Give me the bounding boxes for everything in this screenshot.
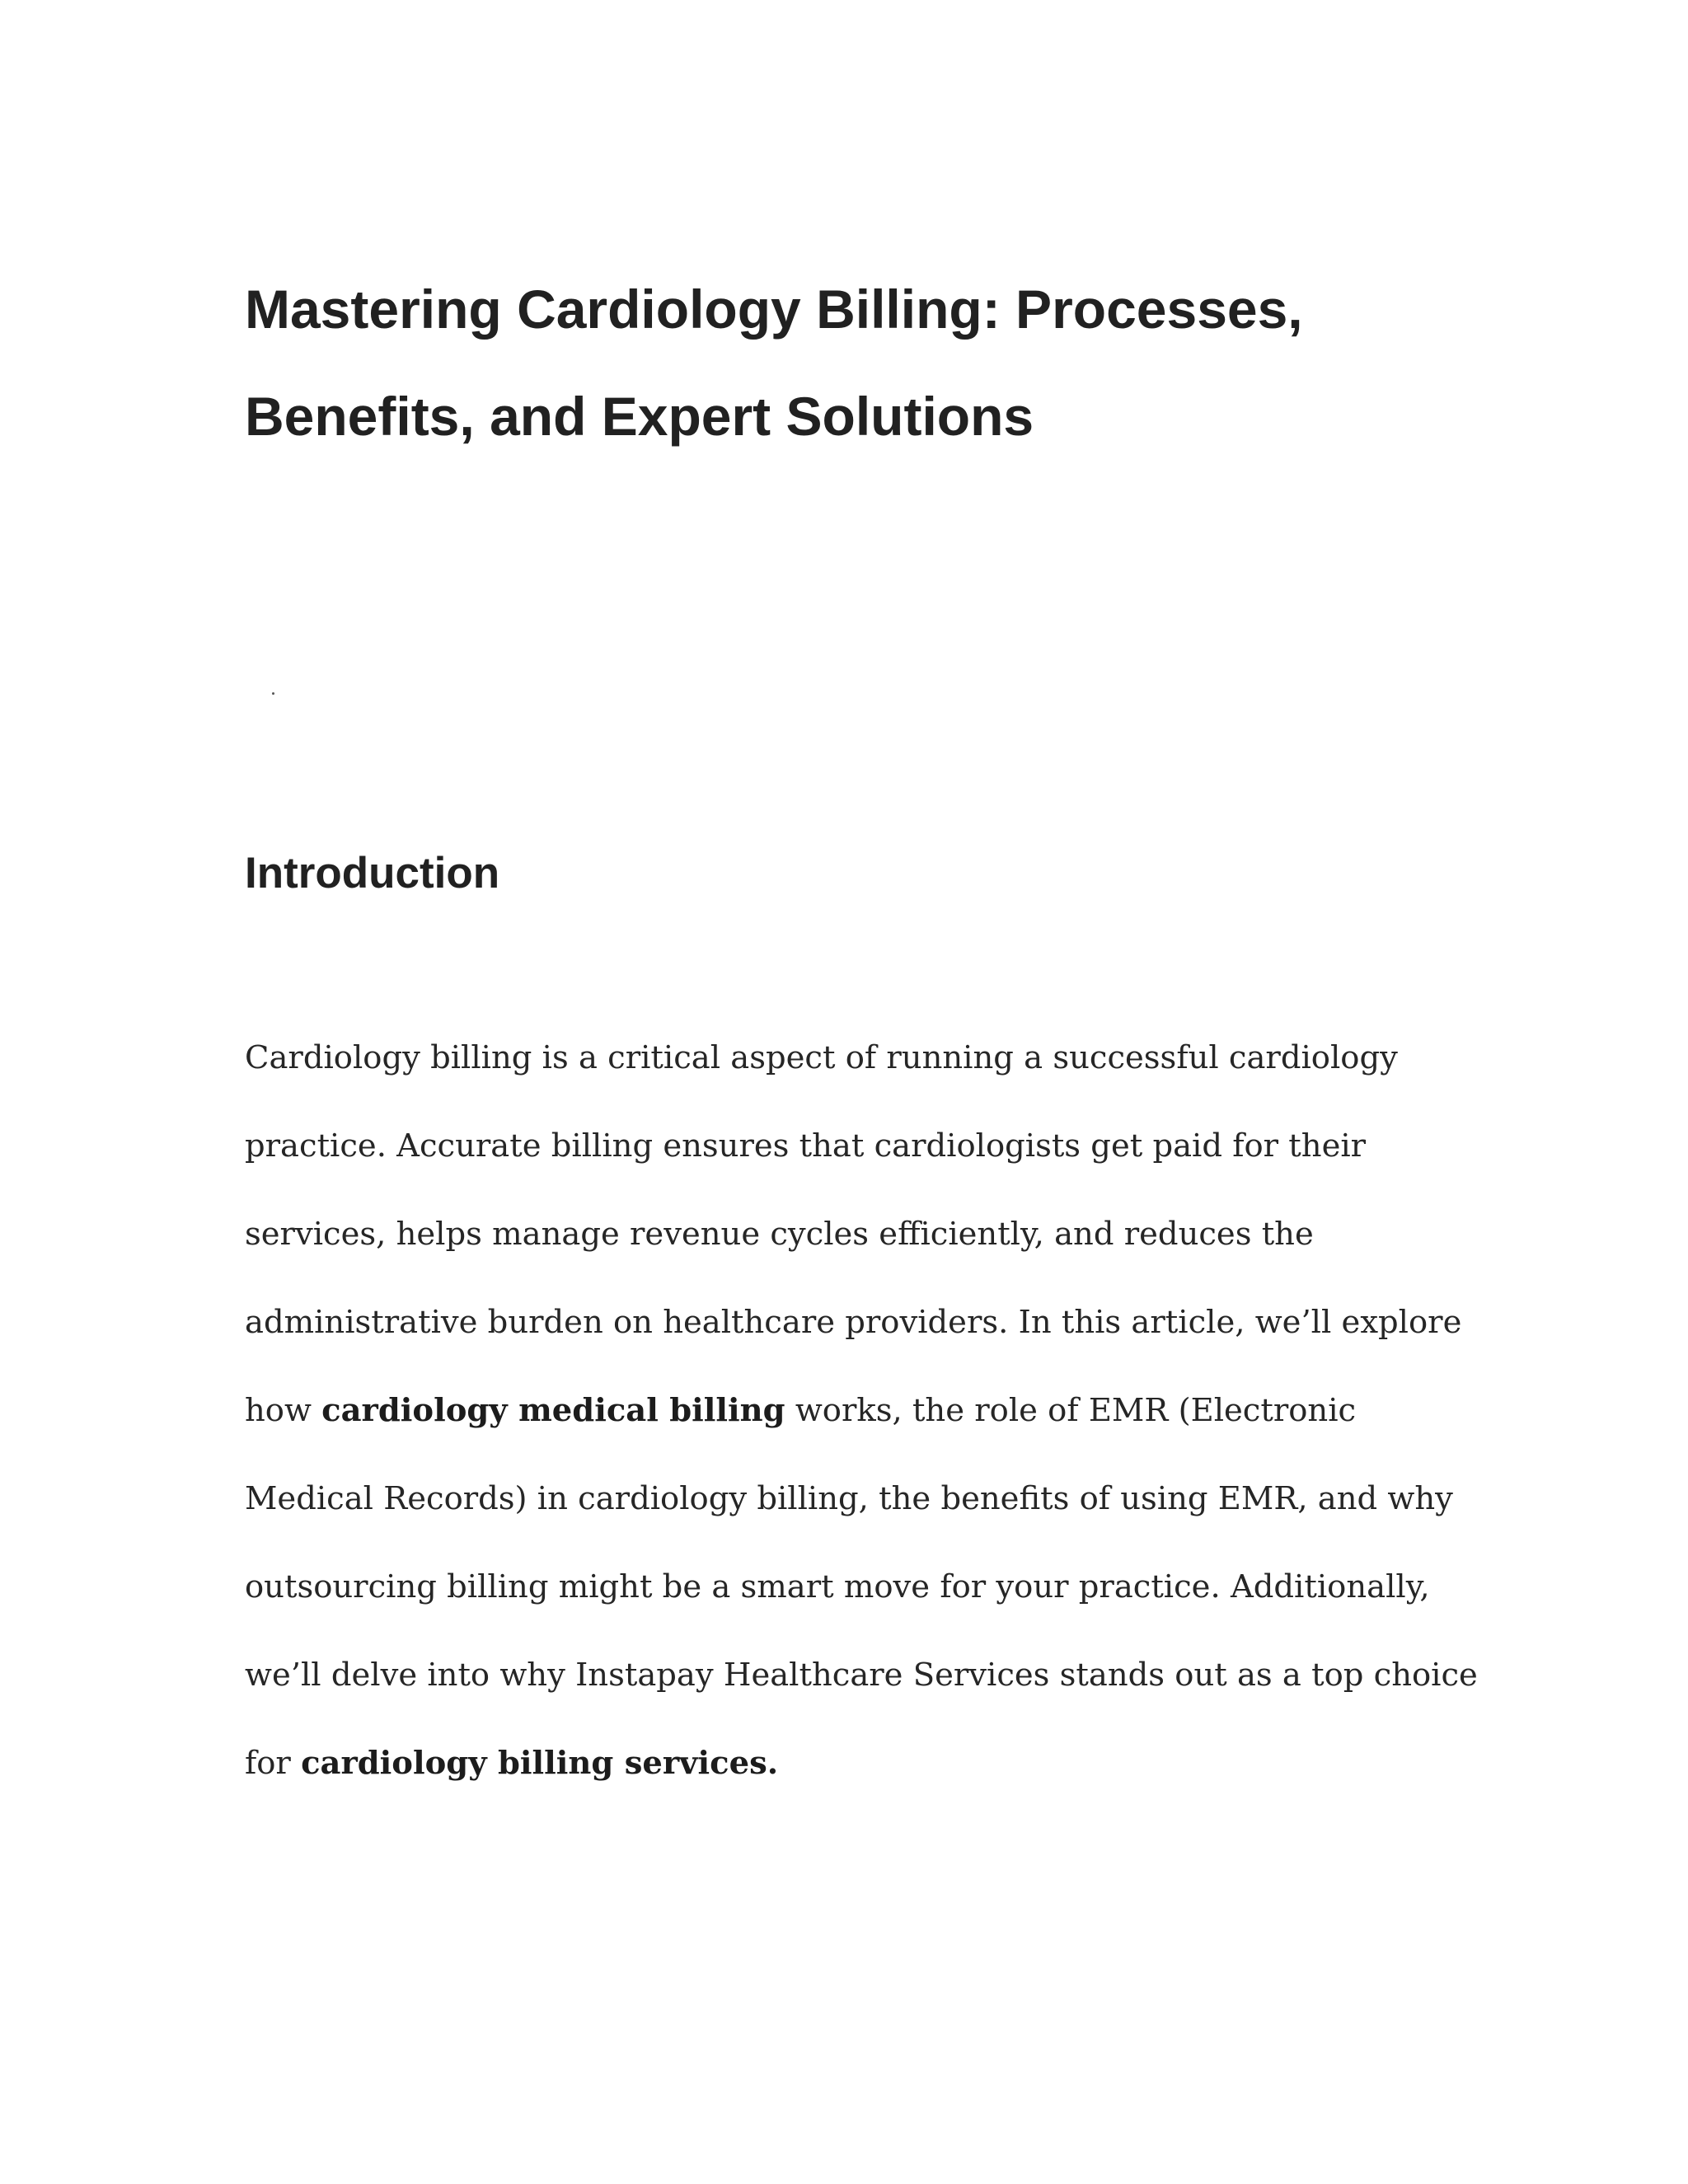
- document-title: [245, 255, 1481, 470]
- bold-keyword-cardiology-medical-billing: cardiology medical billing: [321, 1392, 785, 1429]
- paragraph-line-6: Medical Records) in cardiology billing, the benefits of using EMR, and why: [245, 1480, 1453, 1517]
- paragraph-line-3: services, helps manage revenue cycles efficiently, and reduces the: [245, 1216, 1314, 1253]
- section-heading-introduction: Introduction: [245, 849, 500, 898]
- paragraph-line-7: outsourcing billing might be a smart move for your practice. Additionally,: [245, 1568, 1430, 1605]
- paragraph-line-4: administrative burden on healthcare providers. In this article, we’ll explore: [245, 1304, 1462, 1341]
- stray-dot-mark: [272, 692, 274, 695]
- paragraph-line-8: we’ll delve into why Instapay Healthcare Services stands out as a top choice: [245, 1657, 1478, 1694]
- bold-keyword-cardiology-billing-services: cardiology billing services.: [301, 1745, 779, 1782]
- document-title-line-1: Mastering Cardiology Billing: Processes,: [245, 279, 1303, 340]
- paragraph-line-9: [245, 1719, 1465, 1807]
- introduction-paragraph: [245, 1014, 1478, 1807]
- paragraph-line-5: [245, 1366, 1465, 1455]
- paragraph-line-1: Cardiology billing is a critical aspect of running a successful cardiology: [245, 1039, 1398, 1076]
- paragraph-line-9-prefix: for: [245, 1745, 302, 1782]
- document-title-line-2: Benefits, and Expert Solutions: [245, 386, 1034, 447]
- paragraph-line-2: practice. Accurate billing ensures that cardiologists get paid for their: [245, 1127, 1367, 1165]
- paragraph-line-5-suffix: works, the role of EMR (Electronic: [785, 1392, 1357, 1429]
- paragraph-line-5-prefix: how: [245, 1392, 322, 1429]
